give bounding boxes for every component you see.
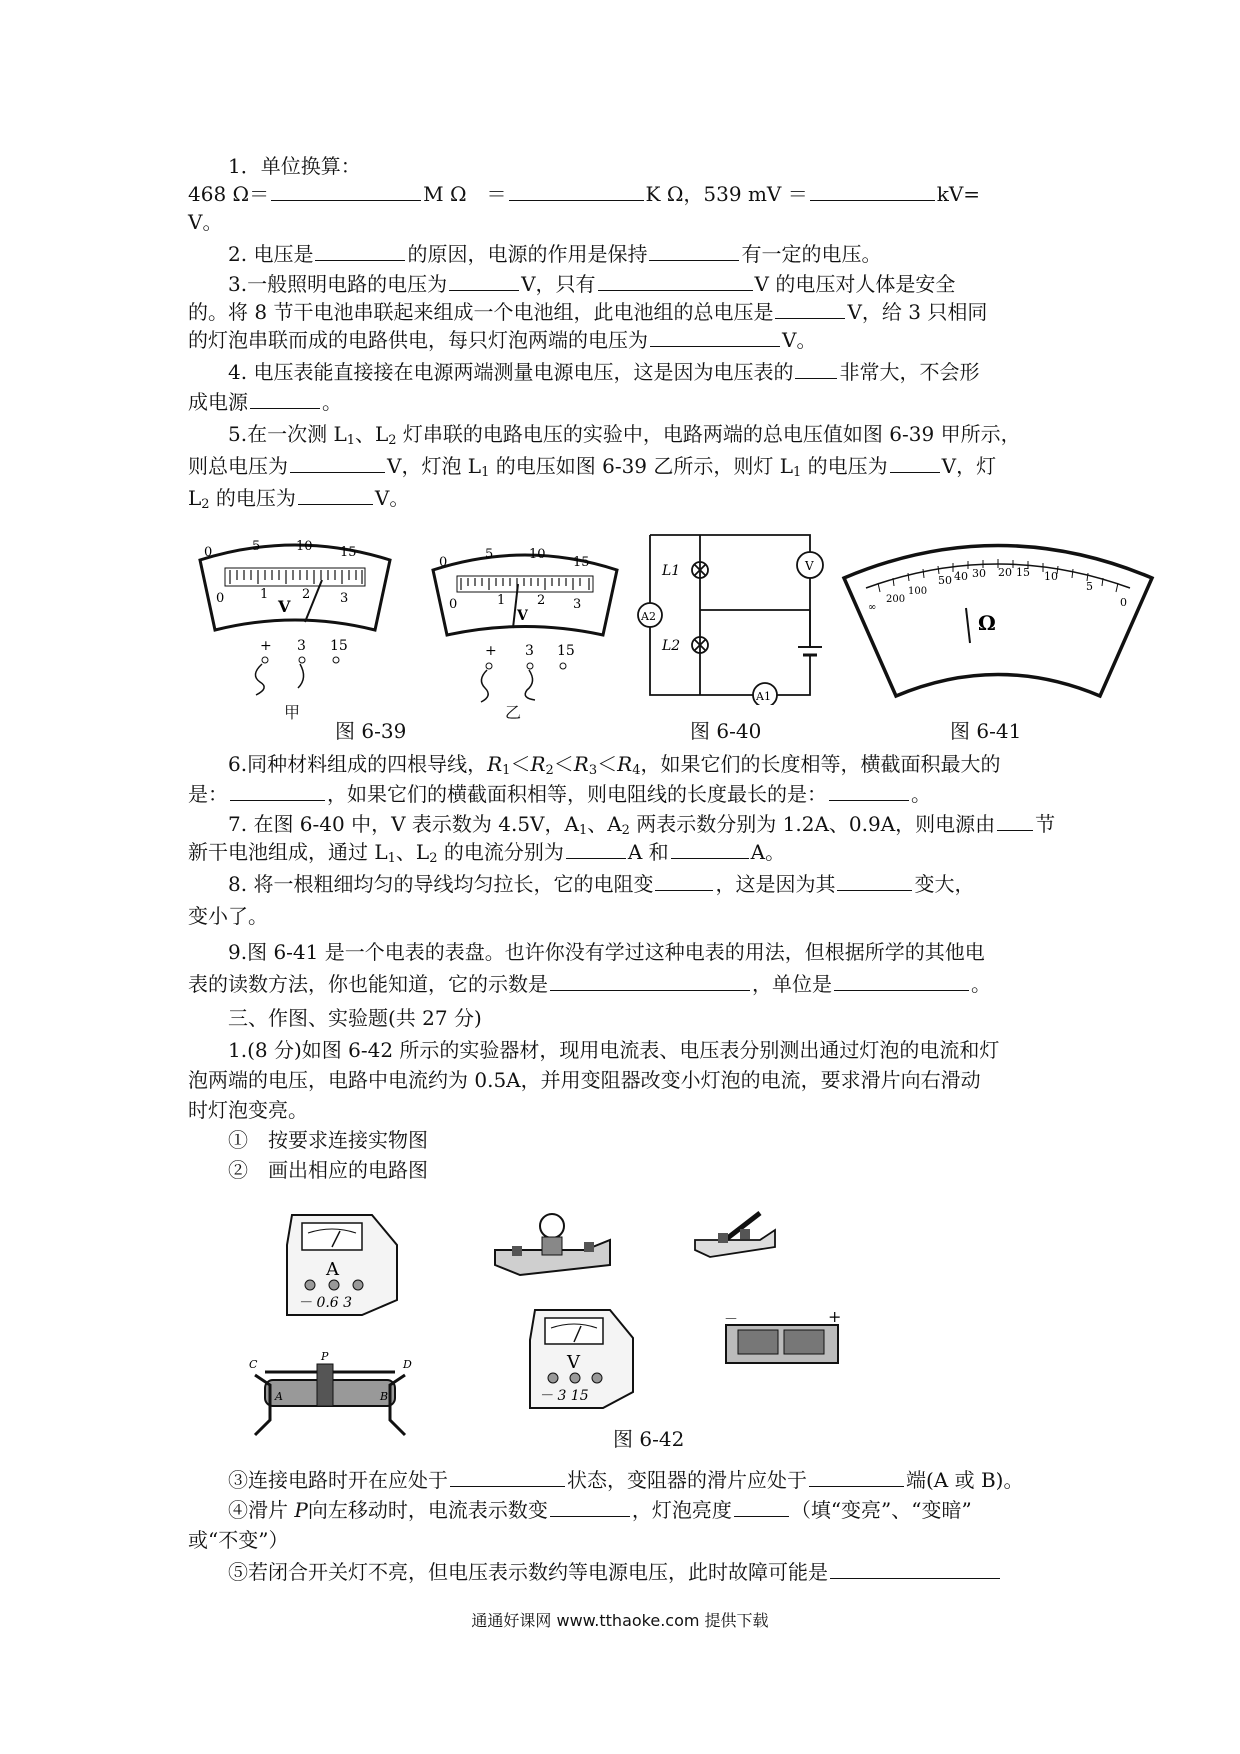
q6-line2: 是： ，如果它们的横截面积相等，则电阻线的长度最长的是： 。 <box>188 782 931 806</box>
circuit-a2-label: A2 <box>641 610 656 623</box>
exp1-line3: 时灯泡变亮。 <box>188 1098 308 1122</box>
q5-line2: 则总电压为 V，灯泡 $L_1$ 的电压如图 6-39 乙所示，则灯 $L_1$ 的电压为 V，灯 <box>188 454 997 480</box>
exp1-line1: 1.(8 分)如图 6-42 所示的实验器材，现用电流表、电压表分别测出通过灯泡的电流和灯 <box>228 1038 1000 1062</box>
q7-line1: 7. 在图 6-40 中，V 表示数为 4.5V，$A_1$、$A_2$ 两表示数分别为 1.2A、0.9A，则电源由 节 <box>228 812 1056 838</box>
voltmeter-letter: V <box>567 1352 580 1373</box>
ohm-symbol: Ω <box>978 611 996 635</box>
q3-line1: 3.一般照明电路的电压为 V，只有 V 的电压对人体是安全 <box>228 272 956 296</box>
yi-scale-bottom-3: 3 <box>573 597 582 612</box>
fig-6-41-caption: 图 6-41 <box>950 719 1022 743</box>
voltmeter-image <box>525 1300 635 1415</box>
scale-bottom-0: 0 <box>216 591 225 606</box>
q2-line: 2. 电压是 的原因，电源的作用是保持 有一定的电压。 <box>228 242 882 266</box>
q5-line3: $L_2$ 的电压为 V。 <box>188 486 410 512</box>
yi-scale-top-0: 0 <box>439 555 448 570</box>
ohm-tick-40: 40 <box>954 570 968 583</box>
lamp-board-image <box>490 1210 615 1285</box>
ohm-tick-20: 20 <box>998 566 1012 579</box>
ammeter-letter: A <box>326 1259 339 1280</box>
circuit-v-label: V <box>805 559 814 573</box>
yi-terminal-15: 15 <box>557 643 575 659</box>
meter-v-label: V <box>278 597 291 616</box>
circuit-l1-label: L1 <box>662 563 681 579</box>
yi-scale-bottom-2: 2 <box>537 593 546 608</box>
ohm-tick-15: 15 <box>1016 566 1030 579</box>
voltmeter-dial-jia <box>190 530 400 700</box>
q9-line2: 表的读数方法，你也能知道，它的示数是 ，单位是 。 <box>188 972 991 996</box>
q5-line1: 5.在一次测 $L_1$、$L_2$ 灯串联的电路电压的实验中，电路两端的总电压值如图 6-39 甲所示， <box>228 422 1021 448</box>
q4-line1: 4. 电压表能直接接在电源两端测量电源电压，这是因为电压表的 非常大，不会形 <box>228 360 980 384</box>
section3-title: 三、作图、实验题(共 27 分) <box>228 1006 482 1030</box>
yi-scale-top-5: 5 <box>485 547 494 562</box>
q1-heading: 1．单位换算： <box>228 154 361 178</box>
scale-top-5: 5 <box>252 539 261 554</box>
exp1-step1: ① 按要求连接实物图 <box>228 1128 428 1152</box>
yi-terminal-3: 3 <box>525 643 534 659</box>
page-footer: 通通好课网 www.tthaoke.com 提供下载 <box>471 1611 769 1630</box>
battery-plus: + <box>828 1310 842 1326</box>
circuit-l2-label: L2 <box>662 638 681 654</box>
ohm-tick-50: 50 <box>938 574 952 587</box>
switch-image <box>690 1205 780 1260</box>
scale-bottom-1: 1 <box>260 587 269 602</box>
yi-terminal-plus: + <box>485 643 497 659</box>
yi-meter-v-label: V <box>517 608 528 624</box>
q1-line1: 468 Ω＝ M Ω ＝ K Ω，539 mV ＝ kV= <box>188 182 981 206</box>
exp1-line2: 泡两端的电压，电路中电流约为 0.5A，并用变阻器改变小灯泡的电流，要求滑片向右滑动 <box>188 1068 981 1092</box>
ohm-tick-5: 5 <box>1086 580 1093 593</box>
rheo-label-p: P <box>321 1350 329 1363</box>
rheo-label-a: A <box>275 1390 283 1403</box>
battery-image <box>718 1310 843 1370</box>
q9-line1: 9.图 6-41 是一个电表的表盘。也许你没有学过这种电表的用法，但根据所学的其他电 <box>228 940 985 964</box>
q4-line2: 成电源 。 <box>188 390 342 414</box>
label-yi: 乙 <box>505 703 522 722</box>
voltmeter-dial-yi <box>425 540 625 705</box>
q1-line2: V。 <box>188 210 223 234</box>
terminal-plus: + <box>260 638 272 654</box>
terminal-15: 15 <box>330 638 348 654</box>
terminal-3: 3 <box>297 638 306 654</box>
step4-line1: ④滑片 P向左移动时，电流表示数变 ，灯泡亮度 （填“变亮”、“变暗” <box>228 1498 972 1522</box>
ohm-tick-100: 100 <box>908 586 928 597</box>
q3-line2: 的。将 8 节干电池串联起来组成一个电池组，此电池组的总电压是 V，给 3 只相同 <box>188 300 988 324</box>
scale-bottom-3: 3 <box>340 591 349 606</box>
fig-6-40-caption: 图 6-40 <box>690 719 762 743</box>
q7-line2: 新干电池组成，通过 $L_1$、$L_2$ 的电流分别为 A 和 A。 <box>188 840 786 866</box>
step5-line: ⑤若闭合开关灯不亮，但电压表示数约等电源电压，此时故障可能是 <box>228 1558 1002 1586</box>
battery-minus: － <box>724 1312 738 1328</box>
circuit-diagram <box>630 525 830 705</box>
scale-bottom-2: 2 <box>302 587 311 602</box>
ohmmeter-dial <box>838 528 1158 703</box>
ohm-tick-inf: ∞ <box>868 602 877 613</box>
q8-line2: 变小了。 <box>188 904 268 928</box>
q3-line3: 的灯泡串联而成的电路供电，每只灯泡两端的电压为 V。 <box>188 328 817 352</box>
yi-scale-bottom-0: 0 <box>449 597 458 612</box>
fig-6-42-caption: 图 6-42 <box>613 1427 685 1451</box>
circuit-a1-label: A1 <box>756 690 771 703</box>
rheo-label-b: B <box>380 1390 389 1403</box>
q6-line1: 6.同种材料组成的四根导线，$R_1<R_2<R_3<R_4$，如果它们的长度相等，横截面积最大的 <box>228 752 1001 778</box>
label-jia: 甲 <box>284 703 301 722</box>
exp1-step2: ② 画出相应的电路图 <box>228 1158 428 1182</box>
step4-line2: 或“不变”） <box>188 1528 289 1552</box>
yi-scale-top-10: 10 <box>529 547 546 562</box>
q8-line1: 8. 将一根粗细均匀的导线均匀拉长，它的电阻变 ，这是因为其 变大， <box>228 872 975 896</box>
ohm-tick-200: 200 <box>886 594 906 605</box>
scale-top-15: 15 <box>340 545 357 560</box>
ammeter-terminals: － 0.6 3 <box>298 1295 353 1311</box>
voltmeter-terminals: － 3 15 <box>539 1388 589 1404</box>
rheo-label-d: D <box>403 1358 412 1371</box>
scale-top-0: 0 <box>204 545 213 560</box>
fig-6-39-caption: 图 6-39 <box>335 719 407 743</box>
ohm-tick-10: 10 <box>1044 570 1058 583</box>
ammeter-image <box>282 1205 402 1320</box>
rheostat-image <box>245 1350 415 1440</box>
scale-top-10: 10 <box>296 539 313 554</box>
yi-scale-bottom-1: 1 <box>497 593 506 608</box>
step3-line: ③连接电路时开在应处于 状态，变阻器的滑片应处于 端(A 或 B)。 <box>228 1468 1024 1492</box>
rheo-label-c: C <box>249 1358 258 1371</box>
ohm-tick-0: 0 <box>1120 596 1127 609</box>
yi-scale-top-15: 15 <box>573 555 590 570</box>
ohm-tick-30: 30 <box>972 567 986 580</box>
